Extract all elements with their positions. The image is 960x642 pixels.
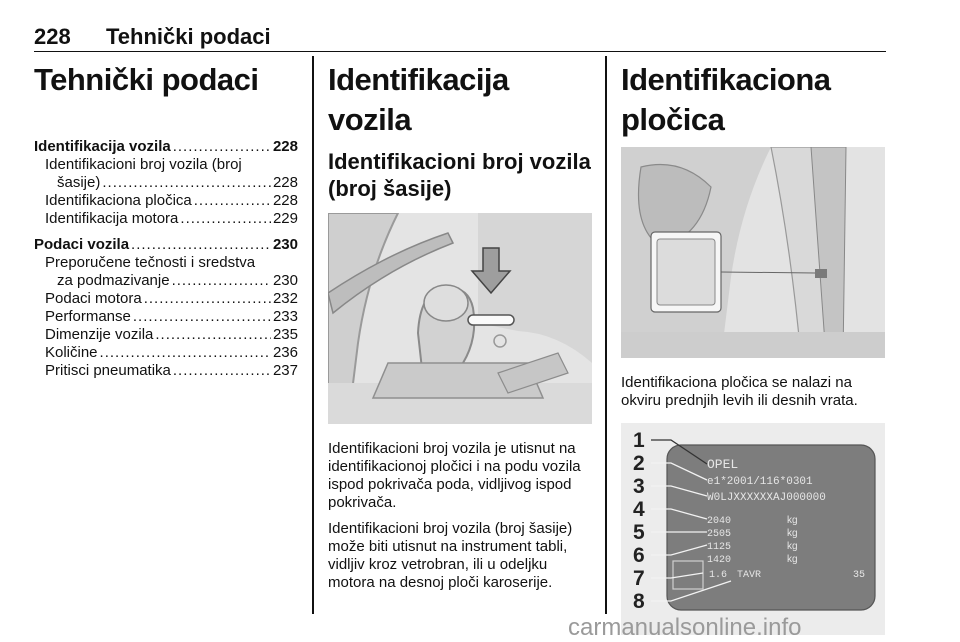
toc-entry-page: 230 — [272, 272, 298, 289]
callout-number: 4 — [633, 498, 645, 521]
id-plate-column — [621, 60, 885, 635]
toc-entry-label: šasije) — [57, 174, 101, 191]
toc-leader-dots — [172, 272, 271, 290]
callout-number: 6 — [633, 544, 645, 567]
toc-entry-label: Podaci vozila — [34, 236, 130, 253]
callout-numbers — [633, 429, 645, 613]
column-divider — [312, 56, 314, 614]
door-plate-image — [621, 147, 885, 358]
toc-entry[interactable] — [34, 326, 298, 344]
door-frame-illustration — [621, 147, 885, 358]
toc-entry-label: Performanse — [45, 308, 131, 325]
toc-entry-page: 237 — [272, 362, 298, 379]
callout-number: 2 — [633, 452, 645, 475]
callout-number: 3 — [633, 475, 645, 498]
vin-floor-image — [328, 213, 592, 424]
toc-entry[interactable] — [34, 272, 298, 290]
page-number: 228 — [34, 23, 71, 49]
toc-entry-text: Identifikacioni broj vozila (broj — [45, 156, 242, 173]
toc-entry-page: 228 — [272, 174, 298, 191]
subsection-title — [328, 148, 592, 202]
toc-entry-label: Dimenzije vozila — [45, 326, 154, 343]
running-title: Tehnički podaci — [106, 23, 271, 49]
plate-weight: 2505 — [707, 529, 732, 540]
toc-entry-text: Preporučene tečnosti i sredstva — [45, 254, 256, 271]
plate-unit: kg — [787, 541, 798, 552]
toc-section-entry[interactable] — [34, 236, 298, 254]
toc-entry-page: 236 — [272, 344, 298, 361]
toc-leader-dots — [180, 210, 271, 228]
subsection-title-line: Identifikacioni broj vozila — [328, 149, 591, 174]
toc-entry-page: 229 — [272, 210, 298, 227]
toc-entry-label: Podaci motora — [45, 290, 142, 307]
toc-entry[interactable] — [34, 290, 298, 308]
plate-code: 35 — [853, 570, 866, 581]
paragraph: Identifikacioni broj vozila je utisnut na identifikacionoj pločici i na podu vozila ispod pokrivača poda, vidljivog ispod pokrivača. — [328, 440, 581, 511]
paragraph: Identifikaciona pločica se nalazi na okviru prednjih levih ili desnih vrata. — [621, 374, 858, 409]
toc-entry[interactable] — [34, 308, 298, 326]
plate-unit: kg — [787, 528, 798, 539]
plate-code: 1.6 — [709, 570, 728, 581]
toc-leader-dots — [133, 308, 271, 326]
toc-entry-page: 230 — [272, 236, 298, 253]
plate-vin: W0LJXXXXXXAJ000000 — [707, 492, 826, 504]
plate-unit: kg — [787, 515, 798, 526]
toc-entry[interactable] — [34, 362, 298, 380]
toc-leader-dots — [144, 290, 271, 308]
toc-entry-label: Količine — [45, 344, 98, 361]
section-title: Identifikacija vozila — [328, 62, 509, 137]
toc-leader-dots — [100, 344, 271, 362]
plate-weight: 1125 — [707, 542, 732, 553]
plate-approval: e1*2001/116*0301 — [707, 476, 813, 488]
watermark: carmanualsonline.info — [568, 614, 802, 641]
plate-weight: 1420 — [707, 555, 732, 566]
toc-column — [34, 60, 298, 380]
plate-weight: 2040 — [707, 516, 732, 527]
toc-leader-dots — [173, 362, 271, 380]
paragraph: Identifikacioni broj vozila (broj šasije) može biti utisnut na instrument tabli, vidljiv kroz vetrobran, ili u odeljku motora na desnoj ploči karoserije. — [328, 520, 573, 591]
toc-entry-page: 233 — [272, 308, 298, 325]
vehicle-id-column — [328, 60, 592, 592]
toc-entry-label: za podmazivanje — [57, 272, 170, 289]
table-of-contents — [34, 138, 298, 380]
toc-entry-page: 235 — [272, 326, 298, 343]
callout-number: 7 — [633, 567, 645, 590]
column-divider — [605, 56, 607, 614]
toc-leader-dots — [155, 326, 271, 344]
toc-entry-label: Identifikacija vozila — [34, 138, 171, 155]
toc-leader-dots — [173, 138, 271, 156]
plate-brand: OPEL — [707, 457, 739, 472]
vin-location-illustration — [328, 213, 592, 424]
section-title: Identifikaciona pločica — [621, 62, 831, 137]
toc-entry-label: Identifikaciona pločica — [45, 192, 192, 209]
toc-leader-dots — [131, 236, 271, 254]
plate-unit: kg — [787, 554, 798, 565]
subsection-title-line: (broj šasije) — [328, 176, 452, 201]
toc-leader-dots — [194, 192, 271, 210]
callout-number: 8 — [633, 590, 645, 613]
plate-diagram-svg — [621, 423, 885, 635]
plate-code: TAVR — [737, 570, 762, 581]
id-plate-diagram — [621, 423, 885, 635]
toc-entry[interactable] — [34, 210, 298, 228]
toc-entry[interactable] — [34, 344, 298, 362]
toc-entry-label: Pritisci pneumatika — [45, 362, 171, 379]
toc-entry-page: 228 — [272, 192, 298, 209]
callout-number: 5 — [633, 521, 645, 544]
toc-entry-page: 228 — [272, 138, 298, 155]
toc-entry-page: 232 — [272, 290, 298, 307]
toc-leader-dots — [102, 174, 271, 192]
chapter-title: Tehnički podaci — [34, 62, 259, 97]
toc-entry[interactable] — [34, 174, 298, 192]
callout-number: 1 — [633, 429, 645, 452]
toc-section-entry[interactable] — [34, 138, 298, 156]
page-header — [34, 22, 886, 52]
toc-entry-label: Identifikacija motora — [45, 210, 179, 227]
toc-entry[interactable] — [34, 192, 298, 210]
